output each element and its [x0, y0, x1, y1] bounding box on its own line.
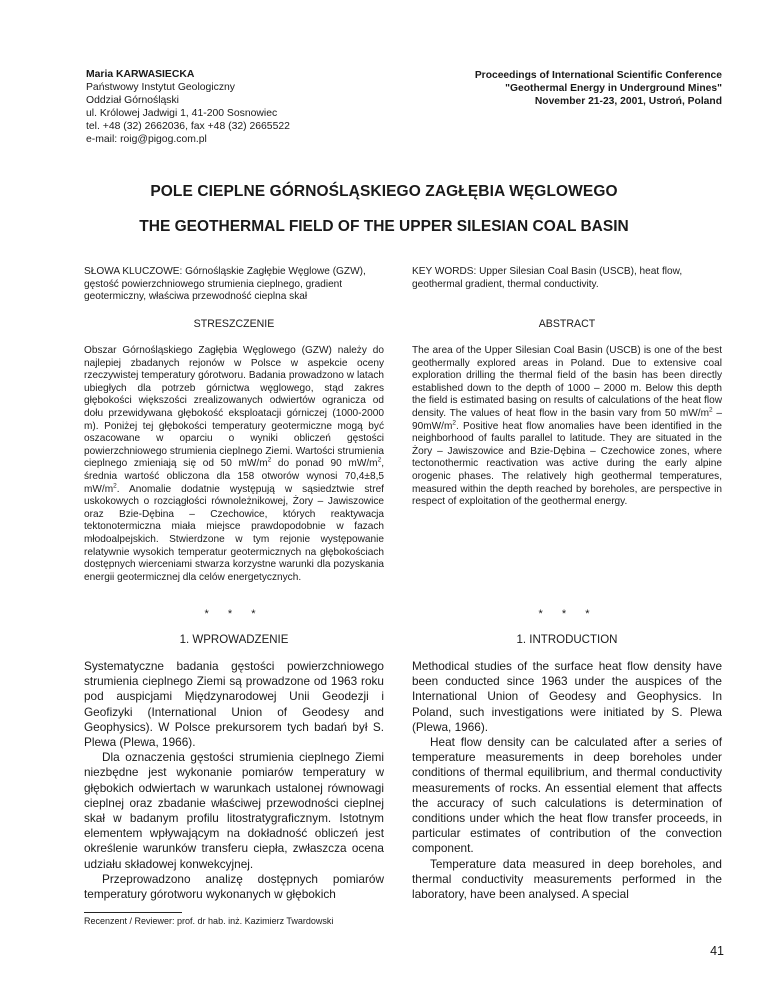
footnote-reviewer: Recenzent / Reviewer: prof. dr hab. inż. Kazimierz Twardowski — [84, 916, 334, 926]
intro-polish — [84, 659, 384, 902]
heading-abstract: ABSTRACT — [538, 318, 596, 330]
proceedings-block — [392, 69, 722, 108]
page-number: 41 — [710, 944, 724, 958]
abstract-pl-text: Obszar Górnośląskiego Zagłębia Węglowego (GZW) należy do najlepiej zbadanych rejonów w Polsce w aspekcie oceny rzeczywistej temperatury górotworu. Badania prowadzono w latach ubiegłych dla potrzeb górnictwa węglowego, stąd zakres głębokości większości zrealizowanych odwiertów ogranicza od dołu przewidywana głębokość eksploatacji górniczej (1000-2000 m). Poniżej tej głębokości temperatury geotermiczne mogą być oszacowane w oparciu o wyniki obliczeń gęstości powierzchniowego strumienia cieplnego Ziemi. Wartości strumienia cieplnego zmieniają się od 50 mW/m — [84, 345, 384, 470]
intro-en-paragraph: Temperature data measured in deep boreholes, and thermal conductivity measurements performed in the laboratory, have been analysed. A special — [412, 856, 722, 902]
abstract-pl-text: do ponad 90 mW/m — [271, 458, 378, 470]
proceedings-line: November 21-23, 2001, Ustroń, Poland — [534, 96, 722, 107]
superscript: 2 — [113, 482, 117, 490]
intro-en-paragraph: Methodical studies of the surface heat flow density have been conducted since 1963 under the auspices of the International Union of Geodesy and Geophysics. In Poland, such investigations were initiated by S. Plewa (Plewa, 1966). — [412, 659, 722, 734]
abstract-en-text: . Positive heat flow anomalies have been identified in the neighborhood of faults parallel to latitude. They are situated in the Żory – Jawiszowice and Bzie-Dębina – Czechowice zones, where tectonothermic reactivation was active during the early alpine orogenic phases. The relatively high geothermal temperatures, measured within the depth reached by boreholes, are perspective in respect of exploitation of the geothermal energy. — [412, 420, 722, 508]
superscript: 2 — [267, 456, 272, 464]
intro-pl-paragraph: Przeprowadzono analizę dostępnych pomiarów temperatury górotworu wykonanych w głębokich — [84, 871, 384, 902]
keywords-polish: SŁOWA KLUCZOWE: Górnośląskie Zagłębie Węglowe (GZW), gęstość powierzchniowego strumienia cieplnego, gradient geotermiczny, właściwa przewodność cieplna skał — [84, 266, 366, 303]
heading-introduction-polish: 1. WPROWADZENIE — [179, 634, 289, 646]
title-english: THE GEOTHERMAL FIELD OF THE UPPER SILESIAN COAL BASIN — [139, 218, 629, 235]
separator-stars-right: * * * — [538, 608, 598, 620]
author-department: Oddział Górnośląski — [86, 95, 179, 106]
proceedings-line: Proceedings of International Scientific Conference — [474, 70, 722, 81]
footnote-rule — [84, 912, 182, 913]
intro-en-paragraph: Heat flow density can be calculated after a series of temperature measurements in deep boreholes under conditions of thermal equilibrium, and thermal conductivity measurements of rocks. An essential element that affects the accuracy of such calculations is determination of conditions under which the heat flow transfer proceeds, in particular estimates of contribution of the convection component. — [412, 735, 722, 856]
author-phone: tel. +48 (32) 2662036, fax +48 (32) 2665522 — [86, 121, 290, 132]
intro-pl-paragraph: Dla oznaczenia gęstości strumienia cieplnego Ziemi niezbędne jest wykonanie pomiarów temperatury w głębokich odwiertach w warunkach ustalonej równowagi cieplnej oraz zbadanie właściwej przewodności cieplnej skał w badanym profilu litostratygraficznym. Istotnym elementem wpływającym na dokładność obliczeń jest określenie warunków transferu ciepła, zwłaszcza ocena udziału składowej konwekcyjnej. — [84, 750, 384, 871]
heading-introduction-english: 1. INTRODUCTION — [516, 634, 618, 646]
title-polish: POLE CIEPLNE GÓRNOŚLĄSKIEGO ZAGŁĘBIA WĘGLOWEGO — [150, 183, 618, 200]
author-address: ul. Królowej Jadwigi 1, 41-200 Sosnowiec — [86, 108, 278, 119]
abstract-pl-text: , średnia wartość obliczona dla 158 otworów wynosi 70,4±8,5 mW/m — [84, 458, 384, 495]
superscript: 2 — [377, 456, 382, 464]
author-name: Maria KARWASIECKA — [86, 69, 195, 80]
intro-pl-paragraph: Systematyczne badania gęstości powierzchniowego strumienia cieplnego Ziemi są prowadzone od 1963 roku pod auspicjami Międzynarodowej Unii Geodezji i Geofizyki (International Union of Geodesy and Geophysics). W Polsce prekursorem tych badań był S. Plewa (Plewa, 1966). — [84, 659, 384, 750]
abstract-en-text: – 90mW/m — [412, 407, 722, 432]
superscript: 2 — [709, 406, 713, 414]
keywords-english: KEY WORDS: Upper Silesian Coal Basin (USCB), heat flow, geothermal gradient, thermal conductivity. — [412, 266, 683, 290]
abstract-en-text: The area of the Upper Silesian Coal Basin (USCB) is one of the best geothermally explored areas in Poland. Due to extensive coal exploration drilling the thermal field of the basin has been directly established down to the depth of 1000 – 2000 m. Below this depth the field is estimated basing on results of calculations of the heat flow density. The values of heat flow in the basin vary from 50 mW/m — [412, 345, 722, 419]
author-email: e-mail: roig@pigog.com.pl — [86, 134, 207, 145]
author-affiliation: Państwowy Instytut Geologiczny — [86, 82, 236, 93]
proceedings-line: "Geothermal Energy in Underground Mines" — [505, 83, 722, 94]
abstract-pl-text: . Anomalie dodatnie występują w sąsiedztwie stref uskokowych o rozciągłości równoleżnikowej, Żory – Jawiszowice oraz Bzie-Dębina – Czechowice, których reaktywacja tektonotermiczna miała miejsce prawdopodobnie w fazach młodoalpejskich. Stwierdzone w tym rejonie występowanie relatywnie wysokich temperatur geotermicznych na głębokościach dostępnych wierceniami stwarza korzystne warunki dla pozyskania energii geotermicznej dla celów energetycznych. — [84, 483, 384, 583]
abstract-english — [412, 345, 722, 509]
author-block — [86, 68, 386, 146]
heading-streszczenie: STRESZCZENIE — [193, 318, 275, 330]
intro-english — [412, 659, 722, 902]
abstract-polish — [84, 345, 384, 584]
separator-stars-left: * * * — [204, 608, 264, 620]
superscript: 2 — [452, 419, 456, 427]
